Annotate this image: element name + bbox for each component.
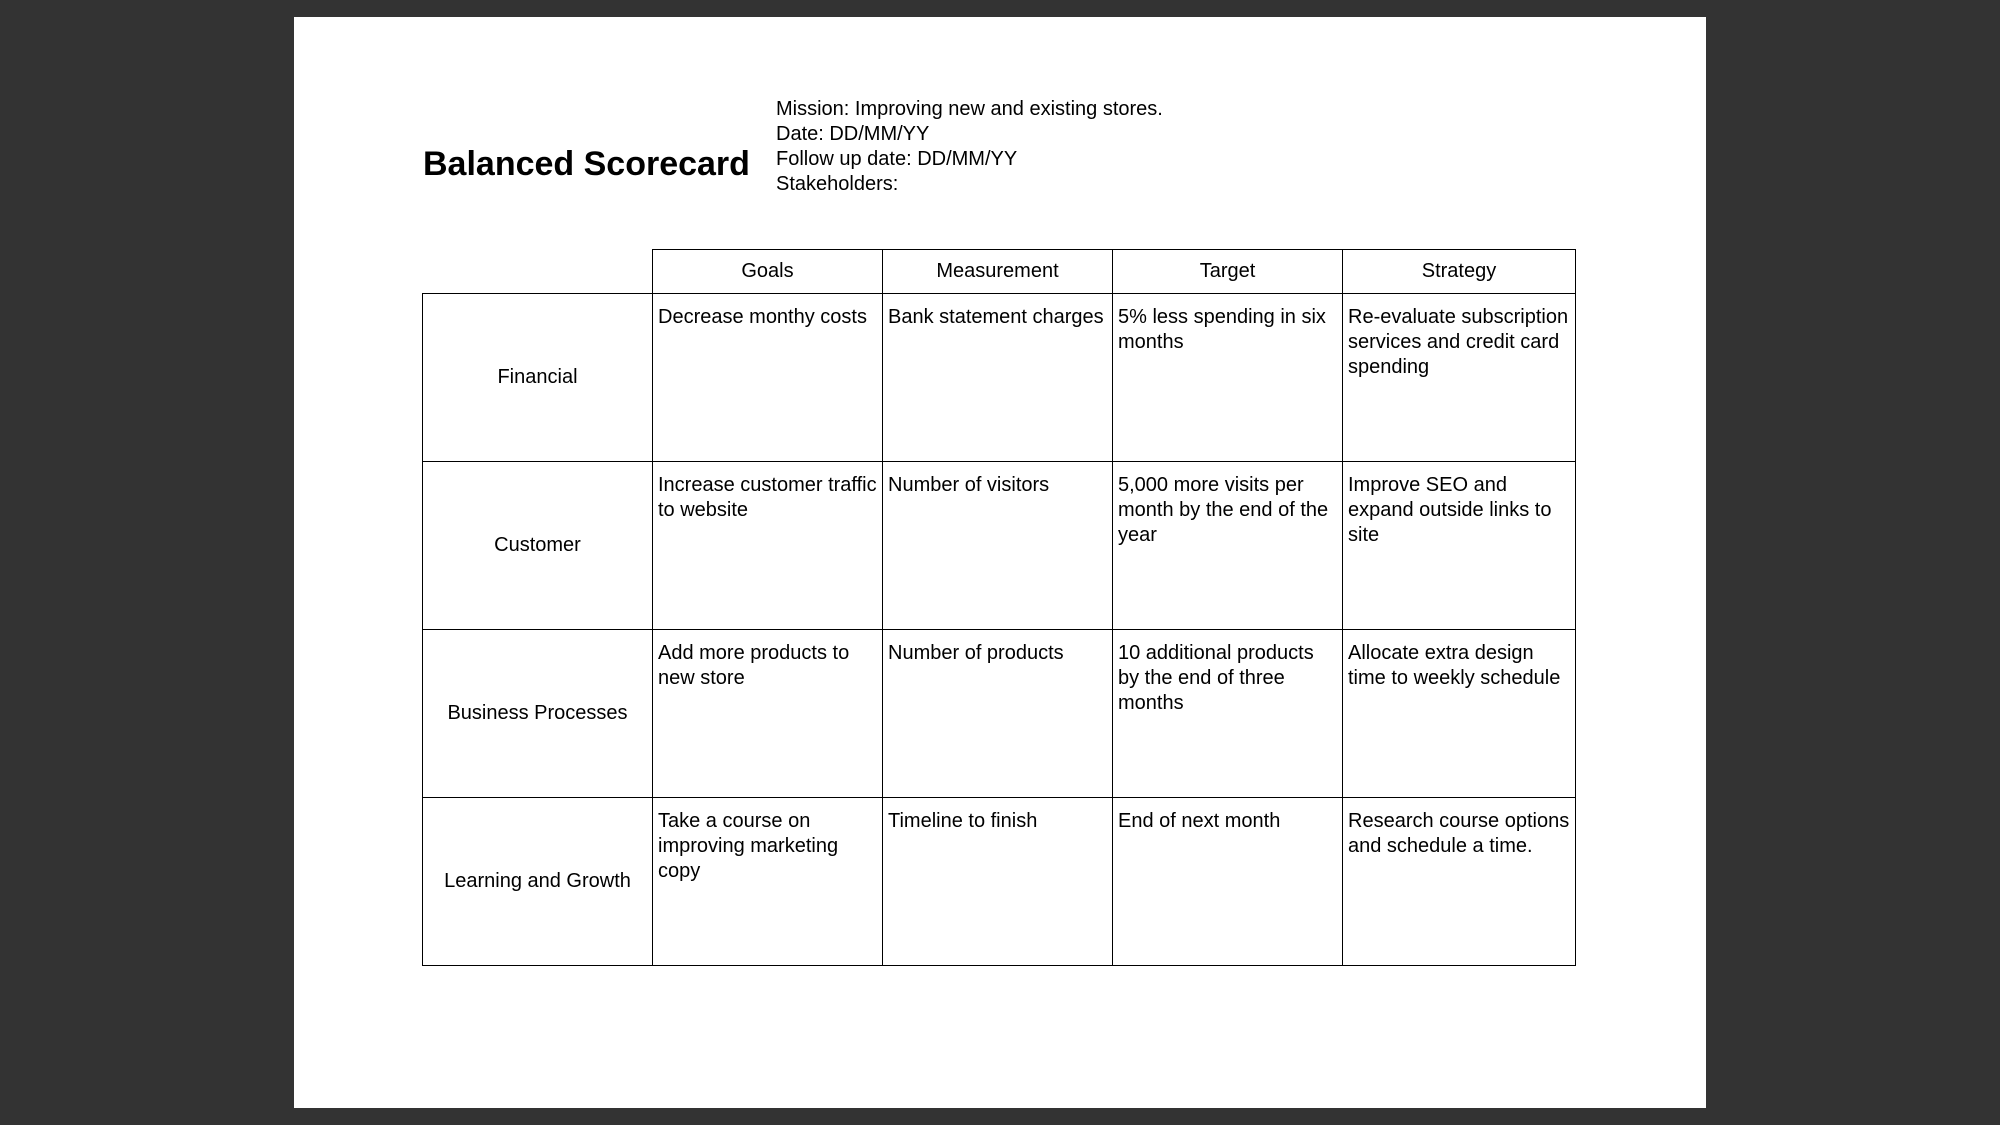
- strategy-cell: Re-evaluate subscription services and credit card spending: [1343, 294, 1576, 462]
- table-row: [423, 798, 1576, 966]
- follow-up-line: Follow up date: DD/MM/YY: [776, 148, 1018, 170]
- goals-cell: Decrease monthy costs: [653, 294, 883, 462]
- strategy-cell: Improve SEO and expand outside links to site: [1343, 462, 1576, 630]
- stakeholders-line: Stakeholders:: [776, 173, 899, 195]
- row-header: Customer: [423, 462, 653, 630]
- target-cell: 5,000 more visits per month by the end of the year: [1113, 462, 1343, 630]
- header-row: [423, 250, 1576, 294]
- meta-block: [776, 97, 1163, 197]
- table-row: [423, 462, 1576, 630]
- target-cell: 5% less spending in six months: [1113, 294, 1343, 462]
- measurement-cell: Bank statement charges: [883, 294, 1113, 462]
- column-header-goals: Goals: [653, 250, 883, 294]
- measurement-cell: Number of products: [883, 630, 1113, 798]
- measurement-cell: Number of visitors: [883, 462, 1113, 630]
- column-header-measurement: Measurement: [883, 250, 1113, 294]
- column-header-strategy: Strategy: [1343, 250, 1576, 294]
- column-header-target: Target: [1113, 250, 1343, 294]
- document-page: [294, 17, 1706, 1108]
- strategy-cell: Allocate extra design time to weekly schedule: [1343, 630, 1576, 798]
- table-row: [423, 630, 1576, 798]
- row-header: Learning and Growth: [423, 798, 653, 966]
- row-header: Financial: [423, 294, 653, 462]
- measurement-cell: Timeline to finish: [883, 798, 1113, 966]
- page-title: Balanced Scorecard: [423, 145, 750, 183]
- date-line: Date: DD/MM/YY: [776, 123, 930, 145]
- goals-cell: Take a course on improving marketing copy: [653, 798, 883, 966]
- strategy-cell: Research course options and schedule a time.: [1343, 798, 1576, 966]
- row-header: Business Processes: [423, 630, 653, 798]
- mission-line: Mission: Improving new and existing stores.: [776, 98, 1163, 120]
- target-cell: End of next month: [1113, 798, 1343, 966]
- goals-cell: Add more products to new store: [653, 630, 883, 798]
- scorecard-table: [422, 249, 1576, 966]
- target-cell: 10 additional products by the end of three months: [1113, 630, 1343, 798]
- corner-cell: [423, 250, 653, 294]
- goals-cell: Increase customer traffic to website: [653, 462, 883, 630]
- table-row: [423, 294, 1576, 462]
